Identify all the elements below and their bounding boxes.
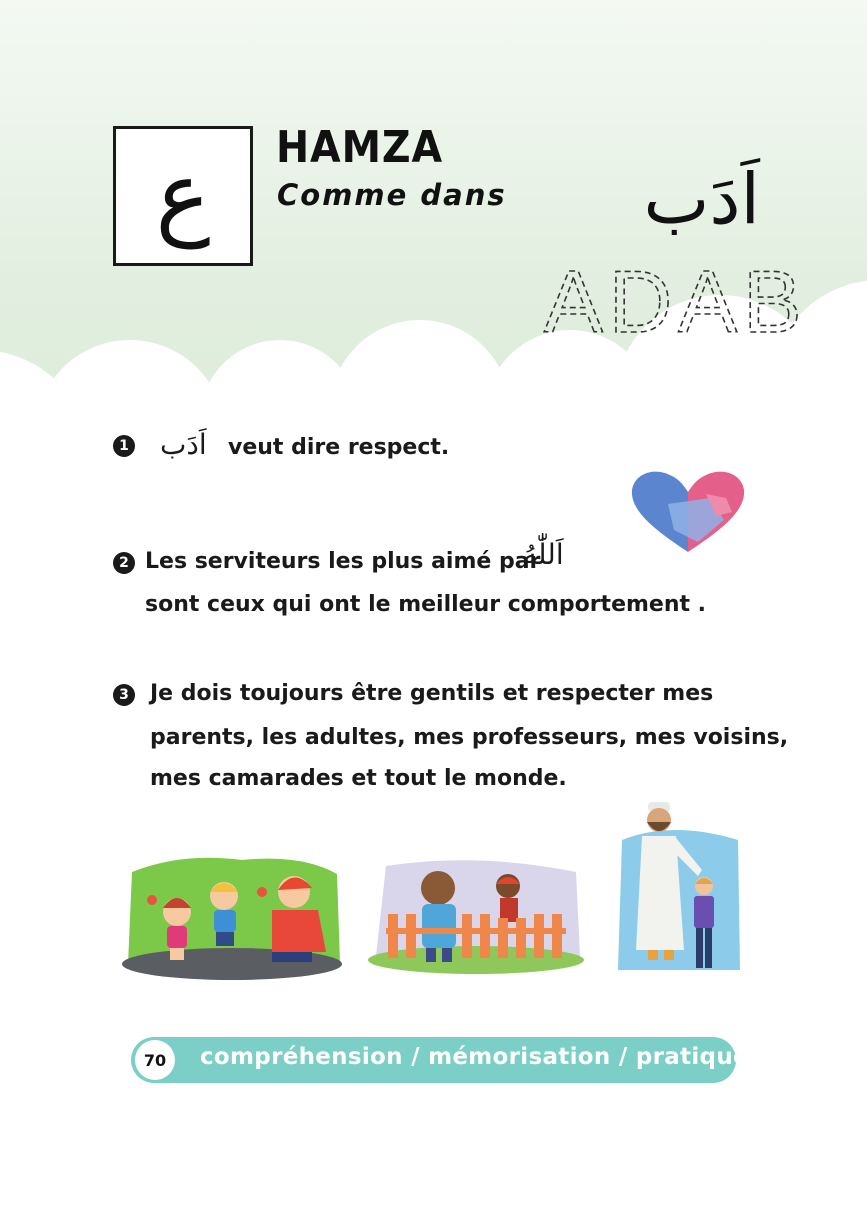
footer-label: compréhension / mémorisation / pratique	[200, 1044, 749, 1070]
arabic-word: اَدَب	[643, 158, 760, 240]
point-3-line-2: parents, les adultes, mes professeurs, mes voisins,	[150, 725, 789, 750]
point-3-line-1: Je dois toujours être gentils et respecter mes	[150, 681, 714, 706]
point-2-arabic	[523, 538, 564, 571]
point-1-arabic-word: اَدَب	[160, 428, 207, 461]
children-fence-illustration	[366, 856, 586, 978]
point-2-line-1: Les serviteurs les plus aimé par	[145, 549, 541, 574]
page-number: 70	[135, 1040, 175, 1080]
point-1-arabic	[160, 428, 207, 461]
latin-word: ADAB	[544, 252, 808, 351]
point-3-line-3: mes camarades et tout le monde.	[150, 766, 567, 791]
page-subtitle: Comme dans	[277, 178, 507, 212]
point-number-1: 1	[113, 435, 135, 457]
point-number-2: 2	[113, 552, 135, 574]
arabic-letter: ع	[155, 142, 211, 249]
children-running-illustration	[122, 852, 344, 982]
point-2-line-2: sont ceux qui ont le meilleur comportement .	[145, 592, 707, 617]
page-title: HAMZA	[276, 122, 444, 173]
allah-word: اَللّٰهُ	[523, 538, 564, 571]
letter-box	[113, 126, 253, 266]
point-number-3: 3	[113, 684, 135, 706]
man-with-child-illustration	[612, 800, 744, 978]
handshake-heart-illustration	[628, 468, 748, 556]
point-1-text: veut dire respect.	[228, 435, 450, 460]
latin-word-outline	[540, 252, 808, 351]
